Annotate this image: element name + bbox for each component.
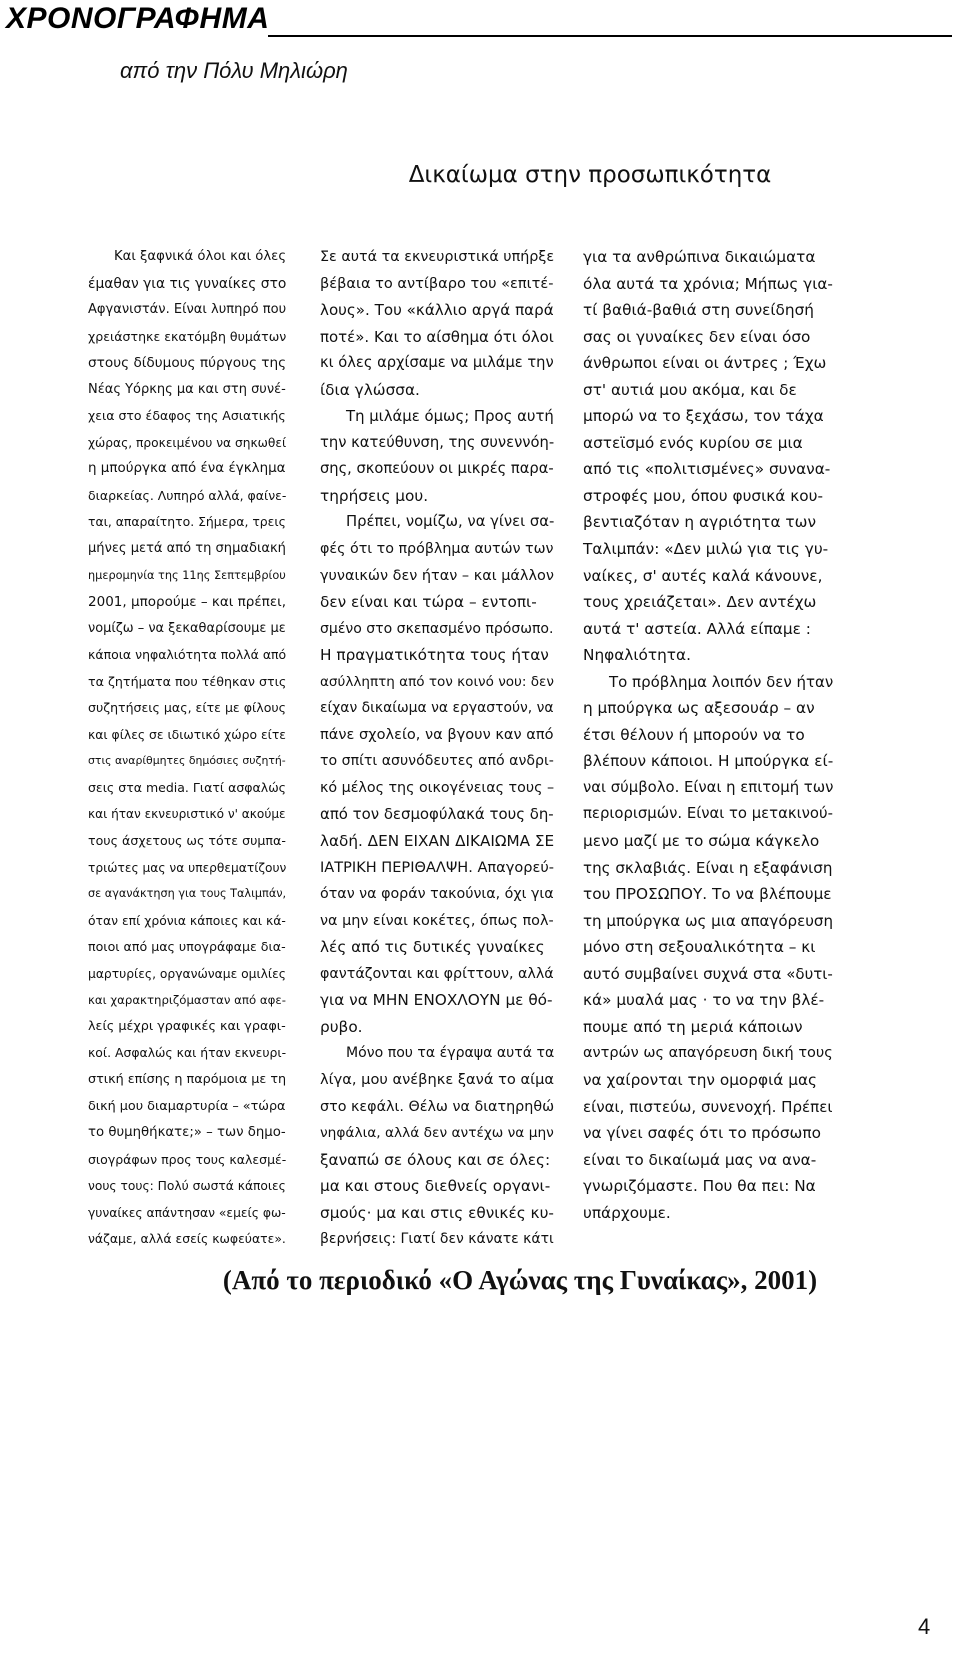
article-line: χεια στο έδαφος της Ασιατικής xyxy=(88,408,286,424)
article-line: κά» μυαλά μας · το να την βλέ- xyxy=(583,991,825,1010)
article-line: περιορισμών. Είναι το μετακινού- xyxy=(583,805,833,823)
article-column-2 xyxy=(320,244,554,1253)
article-line: είχαν δικαίωμα να εργαστούν, να xyxy=(320,700,554,717)
article-line: πάνε σχολείο, να βγουν καν από xyxy=(320,725,554,743)
article-line: την κατεύθυνση, της συνεννόη- xyxy=(320,433,555,451)
article-line: Τη μιλάμε όμως; Προς αυτή xyxy=(346,407,554,426)
article-line: βεντιαζόταν η αγριότητα των xyxy=(583,513,816,532)
section-header xyxy=(0,0,952,44)
article-line: στο κεφάλι. Θέλω να διατηρηθώ xyxy=(320,1098,555,1115)
article-line: ημερομηνία της 11ης Σεπτεμβρίου xyxy=(88,568,286,582)
article-line: νάζαμε, αλλά εσείς κωφεύατε». xyxy=(88,1231,286,1247)
article-line: σμένο στο σκεπασμένο πρόσωπο. xyxy=(320,620,554,637)
article-line: είναι το δικαίωμά μας να ανα- xyxy=(583,1150,817,1169)
article-column-1 xyxy=(88,244,286,1253)
article-line: μενο μαζί με το σώμα κάγκελο xyxy=(583,832,820,851)
article-line: Μόνο που τα έγραψα αυτά τα xyxy=(346,1045,555,1062)
article-line: τριώτες μας να υπερθεματίζουν xyxy=(88,860,287,875)
article-line: νομίζω – να ξεκαθαρίσουμε με xyxy=(88,620,286,636)
article-line: αυτά τ' αστεία. Αλλά είπαμε : xyxy=(583,619,811,638)
article-line: αυτό συμβαίνει συχνά στα «δυτι- xyxy=(583,964,833,983)
article-line: ασύλληπτη από τον κοινό νου: δεν xyxy=(320,673,554,690)
source-note: (Από το περιοδικό «Ο Αγώνας της Γυναίκας», 2001) xyxy=(222,1265,818,1295)
article-line: λείς μέχρι γραφικές και γραφι- xyxy=(88,1018,286,1034)
article-line: τί βαθιά-βαθιά στη συνείδησή xyxy=(583,301,814,320)
article-line: στική επίσης η παρόμοια με τη xyxy=(88,1071,287,1087)
article-line: κι όλες αρχίσαμε να μιλάμε την xyxy=(320,354,554,372)
article-line: έμαθαν για τις γυναίκες στο xyxy=(88,275,287,292)
article-line: ΙΑΤΡΙΚΗ ΠΕΡΙΘΑΛΨΗ. Απαγορεύ- xyxy=(320,858,555,876)
article-line: Και ξαφνικά όλοι και όλες xyxy=(114,249,287,264)
article-line: αντρών ως απαγόρευση δική τους xyxy=(583,1045,833,1062)
article-line: λές από τις δυτικές γυναίκες xyxy=(320,938,545,957)
article-line: ποιοι από μας υπογράφαμε δια- xyxy=(88,939,286,955)
article-line: να γίνει σαφές ότι το πρόσωπο xyxy=(583,1124,821,1143)
article-line: Ταλιμπάν: «Δεν μιλώ για τις γυ- xyxy=(583,540,829,559)
article-line: σε αγανάκτηση για τους Ταλιμπάν, xyxy=(88,887,287,901)
article-line: λαδή. ΔΕΝ ΕΙΧΑΝ ΔΙΚΑΙΩΜΑ ΣΕ xyxy=(320,832,555,851)
article-line: μόνο στη σεξουαλικότητα – κι xyxy=(583,938,816,957)
article-line: κάποια νηφαλιότητα πολλά από xyxy=(88,647,287,663)
article-line: κοί. Ασφαλώς και ήταν εκνευρι- xyxy=(88,1045,287,1061)
article-column-3 xyxy=(583,244,833,1226)
article-line: όταν να φοράν τακούνια, όχι για xyxy=(320,886,554,903)
article-line: όταν επί χρόνια κάποιες και κά- xyxy=(88,913,286,928)
article-line: και χαρακτηριζόμασταν από αφε- xyxy=(88,993,286,1008)
article-line: σας οι γυναίκες δεν είναι όσο xyxy=(583,327,811,346)
article-line: μήνες μετά από τη σημαδιακή xyxy=(88,541,286,557)
article-line: διαρκείας. Λυπηρό αλλά, φαίνε- xyxy=(88,487,287,503)
article-line: από τον δεσμοφύλακά τους δη- xyxy=(320,805,554,824)
article-line: άνθρωποι είναι οι άντρες ; Έχω xyxy=(583,354,827,373)
header-rule xyxy=(268,35,952,37)
article-line: στροφές μου, όπου φυσικά κου- xyxy=(583,486,823,505)
article-line: η μπούργκα ως αξεσουάρ – αν xyxy=(583,699,815,718)
article-line: μα και στους διεθνείς οργανι- xyxy=(320,1177,551,1196)
article-line: γυναίκες απάντησαν «εμείς φω- xyxy=(88,1205,286,1220)
article-line: να μην είναι κοκέτες, όπως πολ- xyxy=(320,912,554,929)
article-line: κό μέλος της οικογένειας τους – xyxy=(320,779,555,796)
article-line: ίδια γλώσσα. xyxy=(320,380,420,399)
article-line: στις αναρίθμητες δημόσιες συζητή- xyxy=(88,754,286,768)
article-line: χώρας, προκειμένου να σηκωθεί xyxy=(88,435,287,450)
article-line: νηφάλια, αλλά δεν αντέχω να μην xyxy=(320,1125,554,1142)
article-line: λους». Του «κάλλιο αργά παρά xyxy=(320,301,554,320)
article-line: να χαίρονται την ομορφιά μας xyxy=(583,1070,818,1089)
article-line: ναι σύμβολο. Είναι η επιτομή των xyxy=(583,778,834,796)
article-line: είναι, πιστεύω, συνενοχή. Πρέπει xyxy=(583,1097,833,1116)
article-line: υπάρχουμε. xyxy=(583,1203,671,1222)
article-line: της σκλαβιάς. Είναι η εξαφάνιση xyxy=(583,858,833,877)
article-line: Αφγανιστάν. Είναι λυπηρό που xyxy=(88,302,287,318)
article-line: και φίλες σε ιδιωτικό χώρο είτε xyxy=(88,727,286,742)
article-line: ποτέ». Και το αίσθημα ότι όλοι xyxy=(320,327,554,346)
article-line: σιογράφων προς τους καλεσμέ- xyxy=(88,1151,287,1167)
article-line: όλα αυτά τα χρόνια; Μήπως για- xyxy=(583,274,833,293)
article-line: το σπίτι ασυνόδευτες από ανδρι- xyxy=(320,753,554,770)
article-line: για τα ανθρώπινα δικαιώματα xyxy=(583,248,816,266)
article-line: σμούς· μα και στις εθνικές κυ- xyxy=(320,1203,554,1222)
article-line: μαρτυρίες, οργανώναμε ομιλίες xyxy=(88,966,286,981)
article-line: Το πρόβλημα λοιπόν δεν ήταν xyxy=(609,672,834,691)
article-line: Σε αυτά τα εκνευριστικά υπήρξε xyxy=(320,249,555,265)
article-line: στ' αυτιά μου ακόμα, και δε xyxy=(583,380,797,399)
article-line: γνωριζόμαστε. Που θα πει: Να xyxy=(583,1177,816,1196)
article-line: τους χρειάζεται». Δεν αντέχω xyxy=(583,593,817,612)
article-line: ναίκες, σ' αυτές καλά κάνουνε, xyxy=(583,566,823,585)
article-line: στους δίδυμους πύργους της xyxy=(88,355,287,372)
article-line: πουμε από τη μεριά κάποιων xyxy=(583,1017,803,1036)
article-line: αστεϊσμό ενός κυρίου σε μια xyxy=(583,433,803,452)
article-line: για να ΜΗΝ ΕΝΟΧΛΟΥΝ με θό- xyxy=(320,991,553,1010)
article-line: σεις στα media. Γιατί ασφαλώς xyxy=(88,779,287,795)
article-line: Πρέπει, νομίζω, να γίνει σα- xyxy=(346,513,555,531)
article-line: από τις «πολιτισμένες» συνανα- xyxy=(583,460,831,479)
article-line: βερνήσεις: Γιατί δεν κάνατε κάτι xyxy=(320,1231,554,1248)
article-line: δεν είναι και τώρα – εντοπι- xyxy=(320,593,537,612)
article-line: ται, απαραίτητο. Σήμερα, τρεις xyxy=(88,514,286,530)
article-line: Η πραγματικότητα τους ήταν xyxy=(320,646,549,665)
article-line: φές ότι το πρόβλημα αυτών των xyxy=(320,541,554,558)
article-line: ρυβο. xyxy=(320,1017,363,1036)
article-line: λίγα, μου ανέβηκε ξανά το αίμα xyxy=(320,1070,554,1088)
article-line: τα ζητήματα που τέθηκαν στις xyxy=(88,673,287,689)
article-line: χρειάστηκε εκατόμβη θυμάτων xyxy=(88,328,287,344)
byline: από την Πόλυ Μηλιώρη xyxy=(120,58,348,83)
article-line: και ήταν εκνευριστικό ν' ακούμε xyxy=(88,807,286,822)
article-line: συζητήσεις μας, είτε με φίλους xyxy=(88,700,287,716)
article-line: βλέπουν κάποιοι. Η μπούργκα εί- xyxy=(583,752,834,771)
article-line: Νηφαλιότητα. xyxy=(583,646,691,665)
article-line: 2001, μπορούμε – και πρέπει, xyxy=(88,594,286,611)
article-line: ξαναπώ σε όλους και σε όλες: xyxy=(320,1150,551,1169)
article-line: σης, σκοπεύουν οι μικρές παρα- xyxy=(320,460,554,478)
article-line: τους άσχετους ως τότε συμπα- xyxy=(88,833,286,849)
article-title: Δικαίωμα στην προσωπικότητα xyxy=(408,162,772,188)
article-line: νους τους: Πολύ σωστά κάποιες xyxy=(88,1179,286,1194)
article-line: τη μπούργκα ως μια απαγόρευση xyxy=(583,911,834,930)
section-label: ΧΡΟΝΟΓΡΑΦΗΜΑ xyxy=(6,2,270,35)
article-line: φαντάζονται και φρίττουν, αλλά xyxy=(320,965,554,982)
article-line: τηρήσεις μου. xyxy=(320,486,429,505)
article-line: του ΠΡΟΣΩΠΟΥ. Το να βλέπουμε xyxy=(583,885,832,904)
article-line: Νέας Υόρκης μα και στη συνέ- xyxy=(88,381,286,397)
article-line: το θυμηθήκατε;» – των δημο- xyxy=(88,1125,286,1141)
article-line: δική μου διαμαρτυρία – «τώρα xyxy=(88,1098,286,1114)
article-line: μπορώ να το ξεχάσω, τον τάχα xyxy=(583,407,824,426)
article-line: γυναικών δεν ήταν – και μάλλον xyxy=(320,567,554,584)
article-line: η μπούργκα από ένα έγκλημα xyxy=(88,461,286,477)
article-line: έτσι θέλουν ή μπορούν να το xyxy=(583,725,805,744)
article-line: βέβαια το αντίβαρο του «επιτέ- xyxy=(320,274,554,292)
page-number: 4 xyxy=(918,1614,931,1639)
